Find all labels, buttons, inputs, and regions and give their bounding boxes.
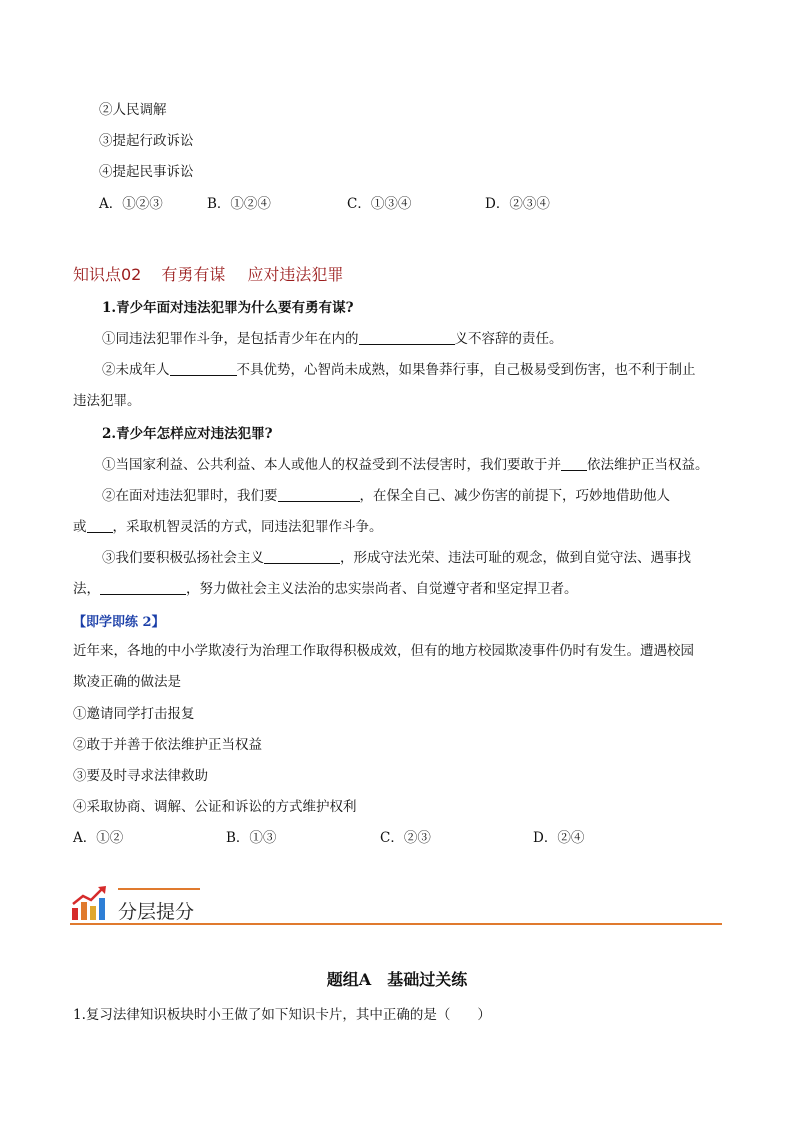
q2-paragraph-2: ②在面对违法犯罪时，我们要 ，在保全自己、减少伤害的前提下，巧妙地借助他人 [102,488,670,504]
fill-blank [278,487,360,502]
q2-paragraph-2-cont: 或 ，采取机智灵活的方式，同违法犯罪作斗争。 [73,519,383,535]
section-banner-title: 分层提分 [118,901,195,923]
fill-blank [100,580,186,595]
q2-paragraph-3: ③我们要积极弘扬社会主义 ，形成守法光荣、违法可耻的观念，做到自觉守法、遇事找 [102,550,691,566]
practice-label: 【即学即练 2】 [73,615,165,630]
choice-c: C．②③ [380,830,431,846]
choice-d: D．②③④ [485,196,550,212]
question-1-text: 1.复习法律知识板块时小王做了如下知识卡片，其中正确的是（ ） [73,1007,491,1023]
q2-paragraph-1: ①当国家利益、公共利益、本人或他人的权益受到不法侵害时，我们要敢于并 依法维护正当权益。 [102,457,709,473]
q1-heading: 1.青少年面对违法犯罪为什么要有勇有谋? [102,300,354,316]
q2-heading: 2.青少年怎样应对违法犯罪? [102,426,273,442]
practice-item-3: ③要及时寻求法律救助 [73,768,208,784]
option-item-3: ③提起行政诉讼 [99,133,194,149]
knowledge-point-label: 知识点02 [73,265,142,284]
q1-paragraph-1: ①同违法犯罪作斗争，是包括青少年在内的 义不容辞的责任。 [102,331,563,347]
option-item-2: ②人民调解 [99,102,167,118]
knowledge-point-heading [73,262,343,285]
practice-item-2: ②敢于并善于依法维护正当权益 [73,737,262,753]
bar-chart-up-arrow-icon [70,884,110,922]
choice-c: C．①③④ [347,196,412,212]
fill-blank [87,518,113,533]
banner-top-rule [118,888,200,890]
choice-a: A．①② [73,830,124,846]
q2-paragraph-3-cont: 法， ，努力做社会主义法治的忠实崇尚者、自觉遵守者和坚定捍卫者。 [73,581,578,597]
option-item-4: ④提起民事诉讼 [99,164,194,180]
fill-blank [561,456,587,471]
choice-d: D．②④ [533,830,585,846]
group-title: 题组A 基础过关练 [326,970,468,989]
choice-b: B．①③ [226,830,277,846]
q1-paragraph-2: ②未成年人 不具优势，心智尚未成熟，如果鲁莽行事，自己极易受到伤害，也不利于制止 [102,362,696,378]
banner-divider [70,923,722,925]
choice-a: A．①②③ [99,196,163,212]
knowledge-point-title-1: 有勇有谋 [161,265,226,284]
fill-blank [264,549,340,564]
fill-blank [170,361,237,376]
choice-b: B．①②④ [207,196,271,212]
knowledge-point-title-2: 应对违法犯罪 [247,265,344,284]
fill-blank [359,330,455,345]
practice-choices [73,829,584,847]
practice-stem-1: 近年来，各地的中小学欺凌行为治理工作取得积极成效，但有的地方校园欺凌事件仍时有发生。遭遇校园 [73,643,694,659]
answer-choices [99,195,550,213]
q1-paragraph-2-cont: 违法犯罪。 [73,393,141,409]
practice-stem-2: 欺凌正确的做法是 [73,674,181,690]
practice-item-4: ④采取协商、调解、公证和诉讼的方式维护权利 [73,799,357,815]
practice-item-1: ①邀请同学打击报复 [73,706,195,722]
